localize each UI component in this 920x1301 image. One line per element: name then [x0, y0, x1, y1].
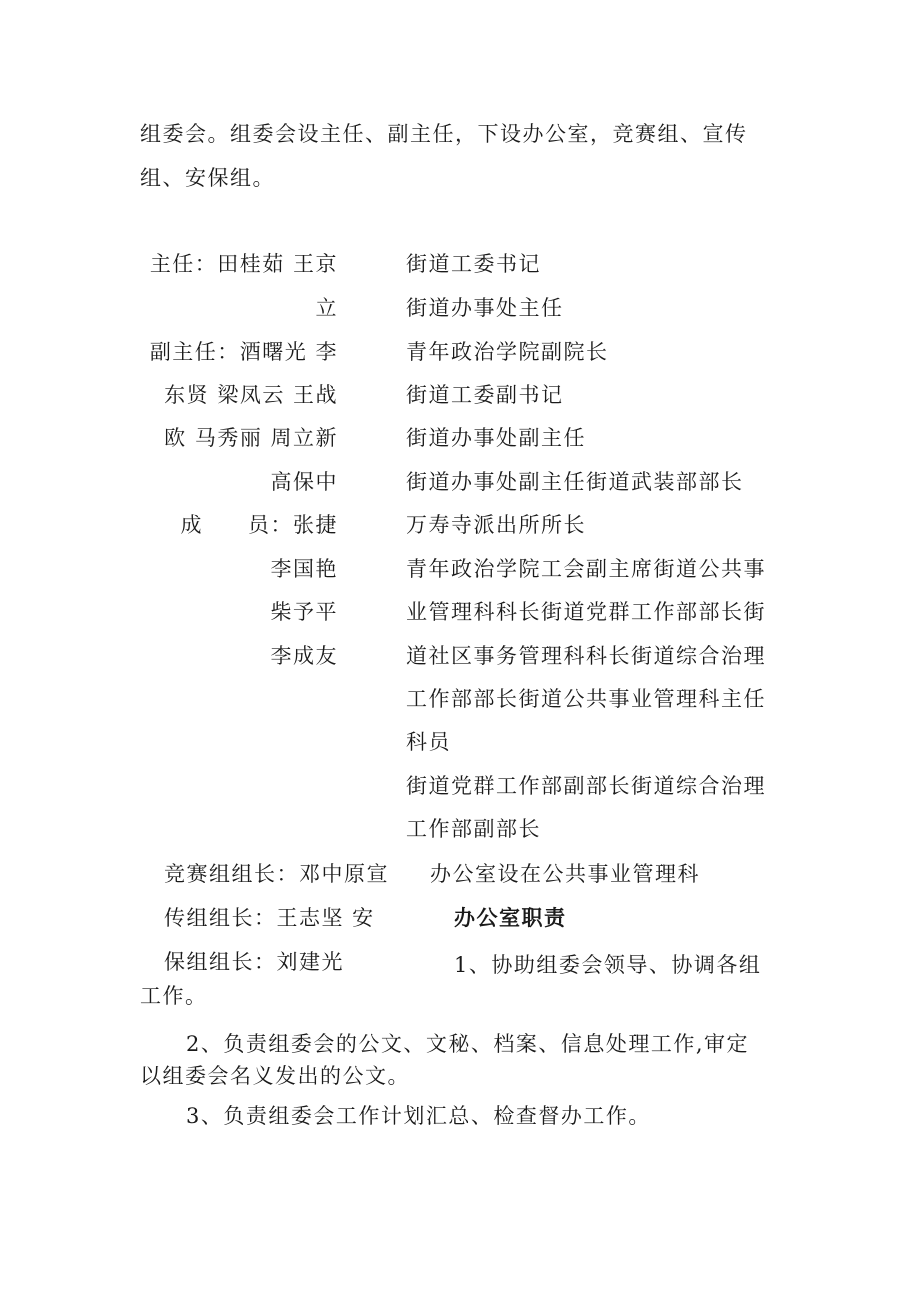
roster-name-2: 副主任：酒曙光 李	[149, 340, 338, 364]
roster-title-3: 街道工委副书记	[406, 383, 564, 407]
roster-title-13: 工作部副部长	[406, 817, 541, 841]
roster-title-4: 街道办事处副主任	[406, 426, 586, 450]
roster-name-7: 李国艳	[270, 557, 338, 581]
roster-title-10: 工作部部长街道公共事业管理科主任	[406, 687, 766, 711]
duty-3: 3、负责组委会工作计划汇总、检查督办工作。	[186, 1104, 651, 1128]
office-duty-1: 1、协助组委会领导、协调各组	[454, 953, 762, 977]
roster-name-9: 李成友	[270, 644, 338, 668]
roster-name-0: 主任：田桂茹 王京	[149, 252, 338, 276]
intro-line-1: 组委会。组委会设主任、副主任，下设办公室，竞赛组、宣传	[140, 122, 748, 146]
roster-title-2: 青年政治学院副院长	[406, 340, 609, 364]
roster-title-12: 街道党群工作部副部长街道综合治理	[406, 774, 766, 798]
roster-title-6: 万寿寺派出所所长	[406, 513, 586, 537]
roster-title-1: 街道办事处主任	[406, 296, 564, 320]
group-line-4: 工作。	[140, 984, 208, 1008]
roster-title-7: 青年政治学院工会副主席街道公共事	[406, 557, 766, 581]
group-line-3: 保组组长：刘建光	[164, 950, 344, 974]
roster-name-4: 欧 马秀丽 周立新	[164, 426, 338, 450]
roster-title-9: 道社区事务管理科科长街道综合治理	[406, 644, 766, 668]
roster-name-8: 柴予平	[270, 600, 338, 624]
roster-title-5: 街道办事处副主任街道武装部部长	[406, 470, 744, 494]
roster-title-8: 业管理科科长街道党群工作部部长街	[406, 600, 766, 624]
roster-name-5: 高保中	[270, 470, 338, 494]
duty-2-line-1: 2、负责组委会的公文、文秘、档案、信息处理工作,审定	[186, 1032, 750, 1056]
group-line-2: 传组组长：王志坚 安	[164, 906, 375, 930]
roster-name-1: 立	[315, 296, 338, 320]
roster-title-0: 街道工委书记	[406, 252, 541, 276]
roster-name-6: 成 员：张捷	[180, 513, 338, 537]
office-location: 办公室设在公共事业管理科	[430, 862, 700, 886]
office-heading: 办公室职责	[454, 905, 567, 930]
roster-name-3: 东贤 梁凤云 王战	[164, 383, 338, 407]
duty-2-line-2: 以组委会名义发出的公文。	[140, 1064, 410, 1088]
roster-title-11: 科员	[406, 730, 451, 754]
intro-line-2: 组、安保组。	[140, 166, 275, 190]
group-line-1: 竞赛组组长：邓中原宣	[164, 862, 389, 886]
